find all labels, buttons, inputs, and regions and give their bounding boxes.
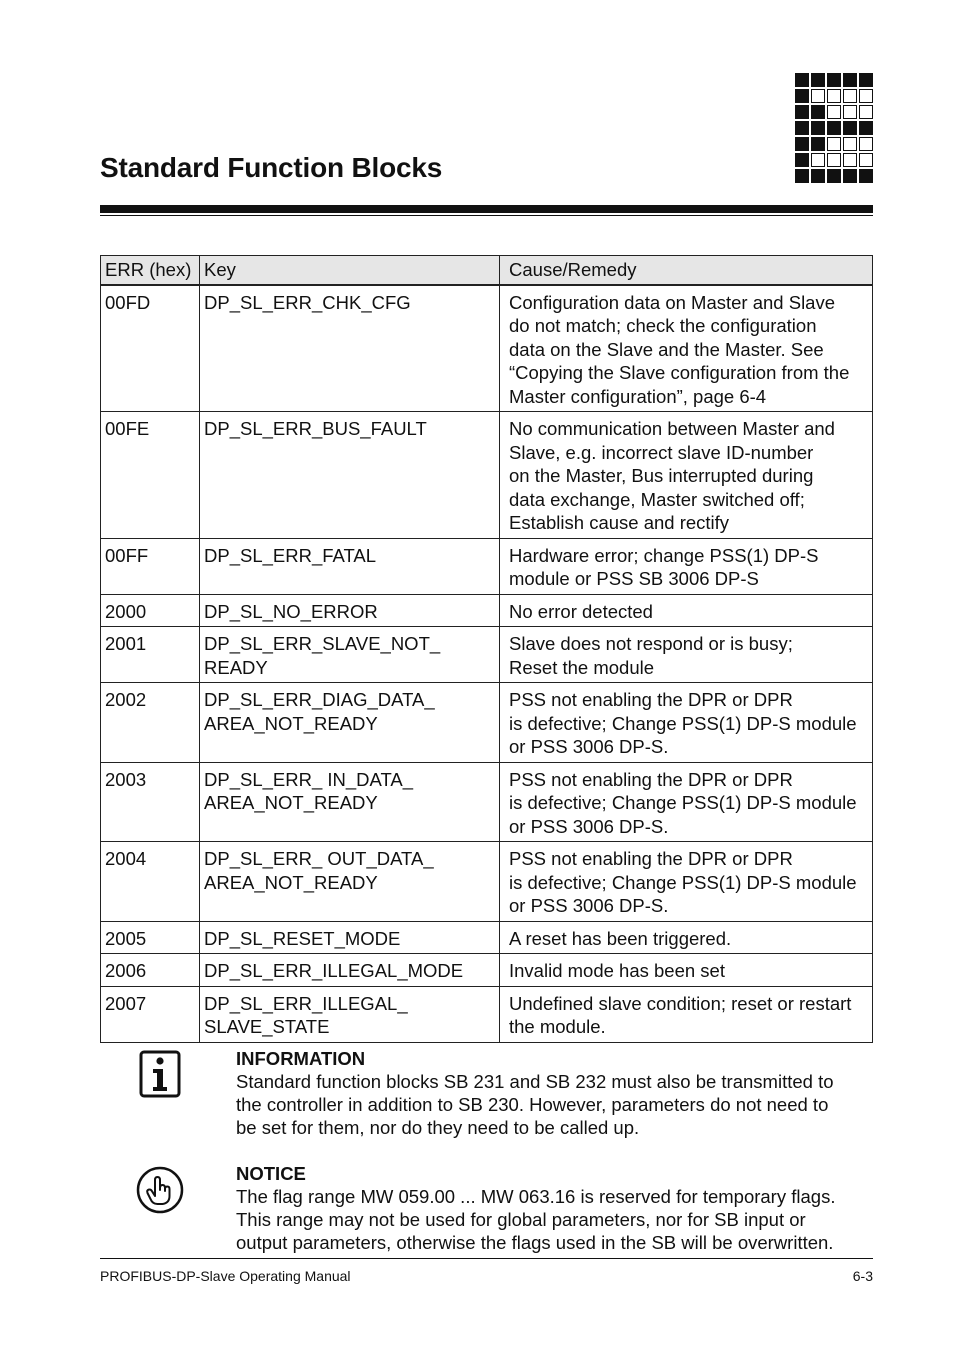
error-code-cell: 2002 bbox=[101, 683, 200, 763]
logo-square bbox=[827, 73, 841, 87]
table-row bbox=[101, 285, 873, 412]
logo-square bbox=[827, 89, 841, 103]
information-note bbox=[236, 1047, 866, 1139]
error-code-cell: 00FF bbox=[101, 538, 200, 594]
notice-note bbox=[236, 1162, 866, 1254]
logo-square bbox=[827, 137, 841, 151]
logo-square bbox=[859, 137, 873, 151]
error-code-cell: 2000 bbox=[101, 594, 200, 627]
footer-rule bbox=[100, 1258, 873, 1259]
header-rule bbox=[100, 205, 873, 213]
error-key-cell: DP_SL_ERR_FATAL bbox=[200, 538, 500, 594]
error-key-cell: DP_SL_ERR_ OUT_DATA_ AREA_NOT_READY bbox=[200, 842, 500, 922]
column-header-err: ERR (hex) bbox=[101, 256, 200, 285]
logo-square bbox=[795, 73, 809, 87]
error-code-cell: 00FD bbox=[101, 285, 200, 412]
table-row bbox=[101, 683, 873, 763]
cause-remedy-cell: Slave does not respond or is busy; Reset the module bbox=[500, 627, 873, 683]
logo-square bbox=[843, 89, 857, 103]
logo-square bbox=[795, 169, 809, 183]
logo-square bbox=[811, 73, 825, 87]
error-code-cell: 2004 bbox=[101, 842, 200, 922]
cause-remedy-cell: Undefined slave condition; reset or restart the module. bbox=[500, 986, 873, 1042]
logo-square bbox=[827, 169, 841, 183]
page-title: Standard Function Blocks bbox=[100, 152, 443, 183]
cause-remedy-cell: No error detected bbox=[500, 594, 873, 627]
logo-square bbox=[811, 121, 825, 135]
logo-square bbox=[843, 137, 857, 151]
cause-remedy-cell: PSS not enabling the DPR or DPR is defective; Change PSS(1) DP-S module or PSS 3006 DP-S. bbox=[500, 683, 873, 763]
logo-square bbox=[795, 89, 809, 103]
logo-square bbox=[795, 121, 809, 135]
footer-manual-title: PROFIBUS-DP-Slave Operating Manual bbox=[100, 1268, 351, 1284]
logo-square bbox=[795, 153, 809, 167]
logo-square bbox=[843, 153, 857, 167]
logo-square bbox=[827, 105, 841, 119]
error-code-cell: 00FE bbox=[101, 412, 200, 539]
company-logo bbox=[795, 73, 873, 183]
info-icon bbox=[139, 1050, 181, 1098]
information-heading: INFORMATION bbox=[236, 1048, 366, 1069]
header-rule-thin bbox=[100, 215, 873, 216]
logo-square bbox=[843, 105, 857, 119]
table-row bbox=[101, 921, 873, 954]
error-key-cell: DP_SL_ERR_DIAG_DATA_ AREA_NOT_READY bbox=[200, 683, 500, 763]
cause-remedy-cell: Configuration data on Master and Slave do not match; check the configuration data on the Slave and the Master. See “Copying the Slave configuration from the Master configuration”, page 6-4 bbox=[500, 285, 873, 412]
cause-remedy-cell: Hardware error; change PSS(1) DP-S module or PSS SB 3006 DP-S bbox=[500, 538, 873, 594]
logo-square bbox=[811, 105, 825, 119]
cause-remedy-cell: No communication between Master and Slave, e.g. incorrect slave ID-number on the Master, Bus interrupted during data exchange, Master switched off; Establish cause and rectify bbox=[500, 412, 873, 539]
error-key-cell: DP_SL_ERR_ILLEGAL_ SLAVE_STATE bbox=[200, 986, 500, 1042]
table-header-row bbox=[101, 256, 873, 285]
logo-square bbox=[859, 89, 873, 103]
table-row bbox=[101, 538, 873, 594]
notice-heading: NOTICE bbox=[236, 1163, 306, 1184]
logo-square bbox=[811, 169, 825, 183]
column-header-key: Key bbox=[200, 256, 500, 285]
logo-square bbox=[811, 89, 825, 103]
error-key-cell: DP_SL_ERR_SLAVE_NOT_ READY bbox=[200, 627, 500, 683]
logo-square bbox=[827, 121, 841, 135]
notice-text: The flag range MW 059.00 ... MW 063.16 is reserved for temporary flags. This range may not be used for global parameters, nor for SB input or output parameters, otherwise the flags used in the SB will be overwritten. bbox=[236, 1186, 836, 1253]
logo-square bbox=[795, 137, 809, 151]
error-code-cell: 2005 bbox=[101, 921, 200, 954]
error-code-cell: 2001 bbox=[101, 627, 200, 683]
error-key-cell: DP_SL_NO_ERROR bbox=[200, 594, 500, 627]
table-row bbox=[101, 762, 873, 842]
error-key-cell: DP_SL_ERR_ILLEGAL_MODE bbox=[200, 954, 500, 987]
logo-square bbox=[859, 73, 873, 87]
table-row bbox=[101, 842, 873, 922]
logo-square bbox=[859, 169, 873, 183]
logo-square bbox=[843, 169, 857, 183]
table-row bbox=[101, 627, 873, 683]
logo-square bbox=[811, 153, 825, 167]
error-key-cell: DP_SL_ERR_CHK_CFG bbox=[200, 285, 500, 412]
cause-remedy-cell: PSS not enabling the DPR or DPR is defective; Change PSS(1) DP-S module or PSS 3006 DP-S. bbox=[500, 842, 873, 922]
error-code-cell: 2003 bbox=[101, 762, 200, 842]
page-number: 6-3 bbox=[852, 1268, 873, 1284]
logo-square bbox=[843, 73, 857, 87]
error-code-cell: 2006 bbox=[101, 954, 200, 987]
cause-remedy-cell: A reset has been triggered. bbox=[500, 921, 873, 954]
logo-square bbox=[827, 153, 841, 167]
logo-square bbox=[859, 153, 873, 167]
information-text: Standard function blocks SB 231 and SB 232 must also be transmitted to the controller in addition to SB 230. However, parameters do not need to be set for them, nor do they need to be called up. bbox=[236, 1071, 834, 1138]
logo-square bbox=[811, 137, 825, 151]
table-row bbox=[101, 412, 873, 539]
error-code-table bbox=[100, 255, 873, 1043]
error-key-cell: DP_SL_ERR_ IN_DATA_ AREA_NOT_READY bbox=[200, 762, 500, 842]
pointing-hand-icon bbox=[136, 1166, 184, 1214]
logo-square bbox=[859, 105, 873, 119]
column-header-cause: Cause/Remedy bbox=[500, 256, 873, 285]
error-key-cell: DP_SL_RESET_MODE bbox=[200, 921, 500, 954]
table-row bbox=[101, 986, 873, 1042]
error-code-cell: 2007 bbox=[101, 986, 200, 1042]
cause-remedy-cell: PSS not enabling the DPR or DPR is defective; Change PSS(1) DP-S module or PSS 3006 DP-S. bbox=[500, 762, 873, 842]
table-row bbox=[101, 954, 873, 987]
cause-remedy-cell: Invalid mode has been set bbox=[500, 954, 873, 987]
logo-square bbox=[795, 105, 809, 119]
logo-square bbox=[859, 121, 873, 135]
table-row bbox=[101, 594, 873, 627]
logo-square bbox=[843, 121, 857, 135]
error-key-cell: DP_SL_ERR_BUS_FAULT bbox=[200, 412, 500, 539]
